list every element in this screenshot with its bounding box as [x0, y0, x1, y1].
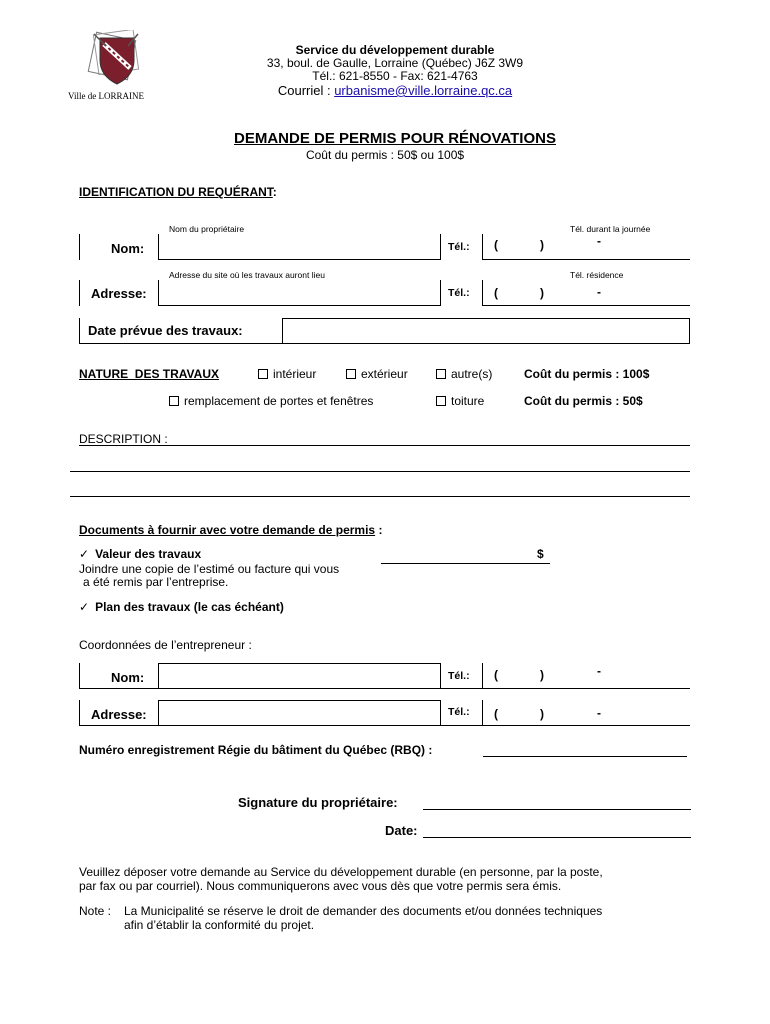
site-address-input[interactable] [160, 280, 438, 304]
note-line1: La Municipalité se réserve le droit de demander des documents et/ou données techniques [124, 904, 603, 918]
signature-input[interactable] [425, 792, 689, 808]
page-subtitle: Coût du permis : 50$ ou 100$ [305, 148, 465, 162]
tel-label: Tél.: [448, 706, 470, 718]
interieur-label: intérieur [273, 367, 317, 381]
nature-label: NATURE DES TRAVAUX [79, 367, 220, 381]
rbq-label: Numéro enregistrement Régie du bâtiment du Québec (RBQ) : [79, 743, 433, 757]
tel-label: Tél.: [448, 670, 470, 682]
paren-open: ( [494, 238, 498, 252]
entrepreneur-phone-input[interactable] [484, 665, 688, 687]
identification-colon: : [272, 185, 277, 199]
paren-close: ) [540, 286, 544, 300]
autres-label: autre(s) [451, 367, 493, 381]
rbq-input[interactable] [485, 740, 685, 755]
nom-label: Nom: [111, 241, 145, 256]
owner-caption: Nom du propriétaire [169, 224, 245, 234]
service-phones: Tél.: 621-8550 - Fax: 621-4763 [312, 69, 478, 83]
coat-of-arms-icon [86, 30, 162, 88]
tel-label: Tél.: [448, 287, 470, 299]
paren-open: ( [494, 286, 498, 300]
description-label: DESCRIPTION : [79, 432, 168, 446]
tel-day-caption: Tél. durant la journée [570, 224, 651, 234]
note-line2: afin d’établir la conformité du projet. [124, 918, 315, 932]
entrepreneur-phone2-input[interactable] [484, 702, 688, 724]
joindre-line1: Joindre une copie de l’estimé ou facture qui vous [79, 562, 340, 576]
date-travaux-label: Date prévue des travaux: [88, 323, 243, 338]
checkbox-autres[interactable] [436, 367, 492, 381]
documents-heading: Documents à fournir avec votre demande de permis [79, 523, 376, 537]
cost-100: Coût du permis : 100$ [524, 367, 650, 381]
check-icon: ✓ [79, 547, 90, 561]
email-link[interactable]: urbanisme@ville.lorraine.qc.ca [334, 83, 513, 98]
valeur-label: Valeur des travaux [95, 547, 202, 561]
entrepreneur-label: Coordonnées de l’entrepreneur : [79, 638, 252, 652]
dash: - [597, 285, 601, 299]
exterieur-label: extérieur [361, 367, 408, 381]
paren-close: ) [540, 668, 544, 682]
logo-caption: Ville de LORRAINE [68, 91, 144, 101]
check-icon: ✓ [79, 600, 90, 614]
entrepreneur-adresse-label: Adresse: [91, 707, 147, 722]
note-label: Note : [79, 904, 112, 918]
checkbox-remplacement[interactable] [169, 394, 373, 408]
owner-name-input[interactable] [160, 234, 438, 258]
home-phone-input[interactable] [484, 280, 688, 304]
joindre-line2: a été remis par l’entreprise. [83, 575, 229, 589]
date-label: Date: [385, 823, 418, 838]
tel-label: Tél.: [448, 241, 470, 253]
footer-line1: Veuillez déposer votre demande au Service du développement durable (en personne, par la poste, [79, 865, 603, 879]
dash: - [597, 664, 601, 678]
service-address: 33, boul. de Gaulle, Lorraine (Québec) J6Z 3W9 [266, 56, 524, 70]
remplacement-label: remplacement de portes et fenêtres [184, 394, 374, 408]
site-caption: Adresse du site où les travaux auront lieu [169, 270, 325, 280]
dash: - [597, 706, 601, 720]
email-prefix: Courriel : [277, 83, 335, 98]
date-travaux-input[interactable] [284, 320, 688, 342]
entrepreneur-nom-label: Nom: [111, 670, 145, 685]
plan-label: Plan des travaux (le cas échéant) [95, 600, 284, 614]
documents-colon: : [378, 523, 383, 537]
footer-line2: par fax ou par courriel). Nous communiquerons avec vous dès que votre permis sera émis. [79, 879, 562, 893]
paren-close: ) [540, 707, 544, 721]
logo [68, 30, 162, 101]
entrepreneur-name-input[interactable] [160, 665, 438, 687]
checkbox-toiture[interactable] [436, 394, 484, 408]
cost-50: Coût du permis : 50$ [524, 394, 643, 408]
owner-day-phone-input[interactable] [484, 234, 688, 258]
checkbox-interieur[interactable] [258, 367, 316, 381]
valeur-input[interactable] [383, 545, 533, 562]
tel-home-caption: Tél. résidence [570, 270, 624, 280]
description-input[interactable] [182, 428, 690, 496]
entrepreneur-address-input[interactable] [160, 702, 438, 724]
identification-heading: IDENTIFICATION DU REQUÉRANT [79, 185, 273, 199]
service-name: Service du développement durable [295, 43, 495, 57]
date-input[interactable] [425, 820, 689, 836]
adresse-label: Adresse: [91, 286, 147, 301]
paren-open: ( [494, 707, 498, 721]
page-title: DEMANDE DE PERMIS POUR RÉNOVATIONS [234, 130, 556, 147]
paren-close: ) [540, 238, 544, 252]
checkbox-exterieur[interactable] [346, 367, 408, 381]
paren-open: ( [494, 668, 498, 682]
toiture-label: toiture [451, 394, 485, 408]
dash: - [597, 234, 601, 248]
dollar-sign: $ [537, 547, 544, 561]
signature-label: Signature du propriétaire: [238, 795, 398, 810]
